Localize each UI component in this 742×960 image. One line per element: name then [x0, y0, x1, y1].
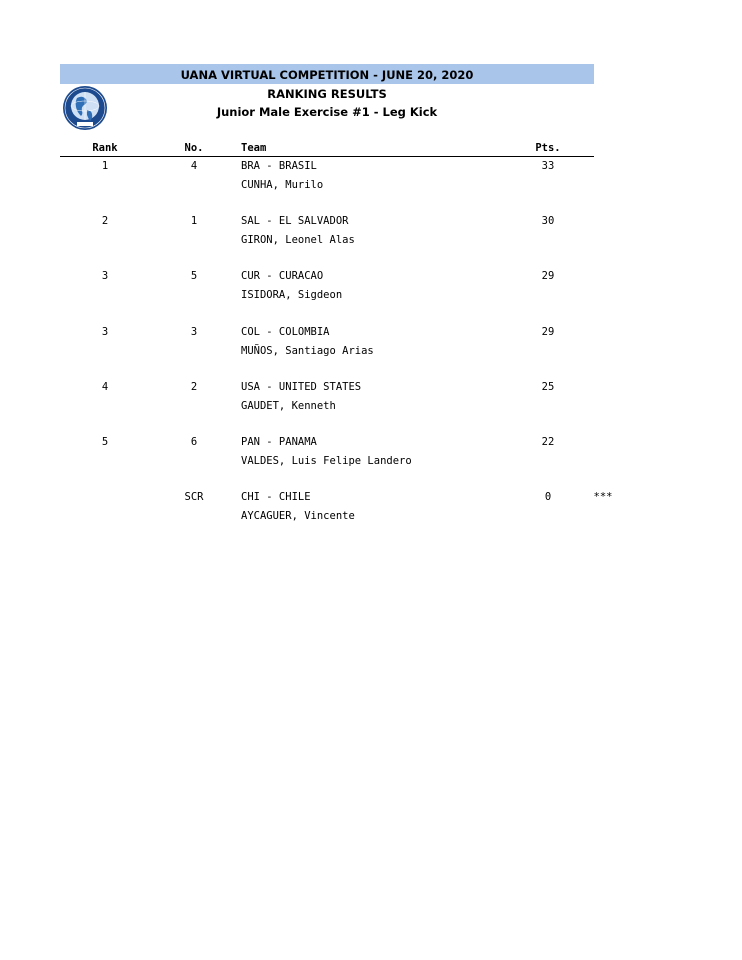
- rank-cell: 3: [101, 270, 109, 283]
- rank-cell: 4: [101, 380, 109, 393]
- team-cell: COL - COLOMBIA: [241, 325, 330, 338]
- status-flag: ***: [593, 491, 613, 504]
- athlete-cell: AYCAGUER, Vincente: [241, 510, 355, 523]
- rank-cell: 3: [101, 325, 109, 338]
- points-cell: 0: [544, 491, 552, 504]
- team-cell: CHI - CHILE: [241, 491, 311, 504]
- points-cell: 29: [541, 325, 555, 338]
- athlete-cell: VALDES, Luis Felipe Landero: [241, 455, 412, 467]
- column-header-pts: Pts.: [535, 142, 561, 154]
- page-subtitle: RANKING RESULTS: [267, 87, 387, 101]
- athlete-cell: ISIDORA, Sigdeon: [241, 289, 343, 302]
- number-cell: 3: [190, 325, 198, 338]
- points-cell: 30: [541, 215, 555, 228]
- athlete-cell: GIRON, Leonel Alas: [241, 234, 355, 247]
- number-cell: 2: [190, 380, 198, 393]
- athlete-cell: CUNHA, Murilo: [241, 179, 324, 191]
- rank-cell: 2: [101, 215, 109, 228]
- athlete-cell: MUÑOS, Santiago Arias: [241, 344, 374, 357]
- points-cell: 29: [541, 270, 555, 283]
- team-cell: CUR - CURACAO: [241, 270, 324, 283]
- rank-cell: 1: [101, 160, 109, 172]
- competition-title: UANA VIRTUAL COMPETITION - JUNE 20, 2020: [180, 68, 474, 82]
- points-cell: 33: [541, 160, 555, 172]
- number-cell: 6: [190, 436, 198, 448]
- team-cell: BRA - BRASIL: [241, 160, 317, 172]
- team-cell: USA - UNITED STATES: [241, 380, 362, 393]
- column-header-team: Team: [241, 142, 267, 154]
- column-header-rank: Rank: [92, 142, 118, 154]
- points-cell: 22: [541, 436, 555, 448]
- number-cell: 1: [190, 215, 198, 228]
- federation-globe-emblem-icon: [62, 85, 108, 131]
- team-cell: PAN - PANAMA: [241, 436, 317, 448]
- athlete-cell: GAUDET, Kenneth: [241, 399, 336, 412]
- event-title: Junior Male Exercise #1 - Leg Kick: [216, 105, 438, 119]
- number-cell: 5: [190, 270, 198, 283]
- column-header-no: No.: [184, 142, 204, 154]
- team-cell: SAL - EL SALVADOR: [241, 215, 349, 228]
- number-cell: SCR: [184, 491, 204, 504]
- points-cell: 25: [541, 380, 555, 393]
- rank-cell: 5: [101, 436, 109, 448]
- number-cell: 4: [190, 160, 198, 172]
- header-divider: [60, 156, 594, 157]
